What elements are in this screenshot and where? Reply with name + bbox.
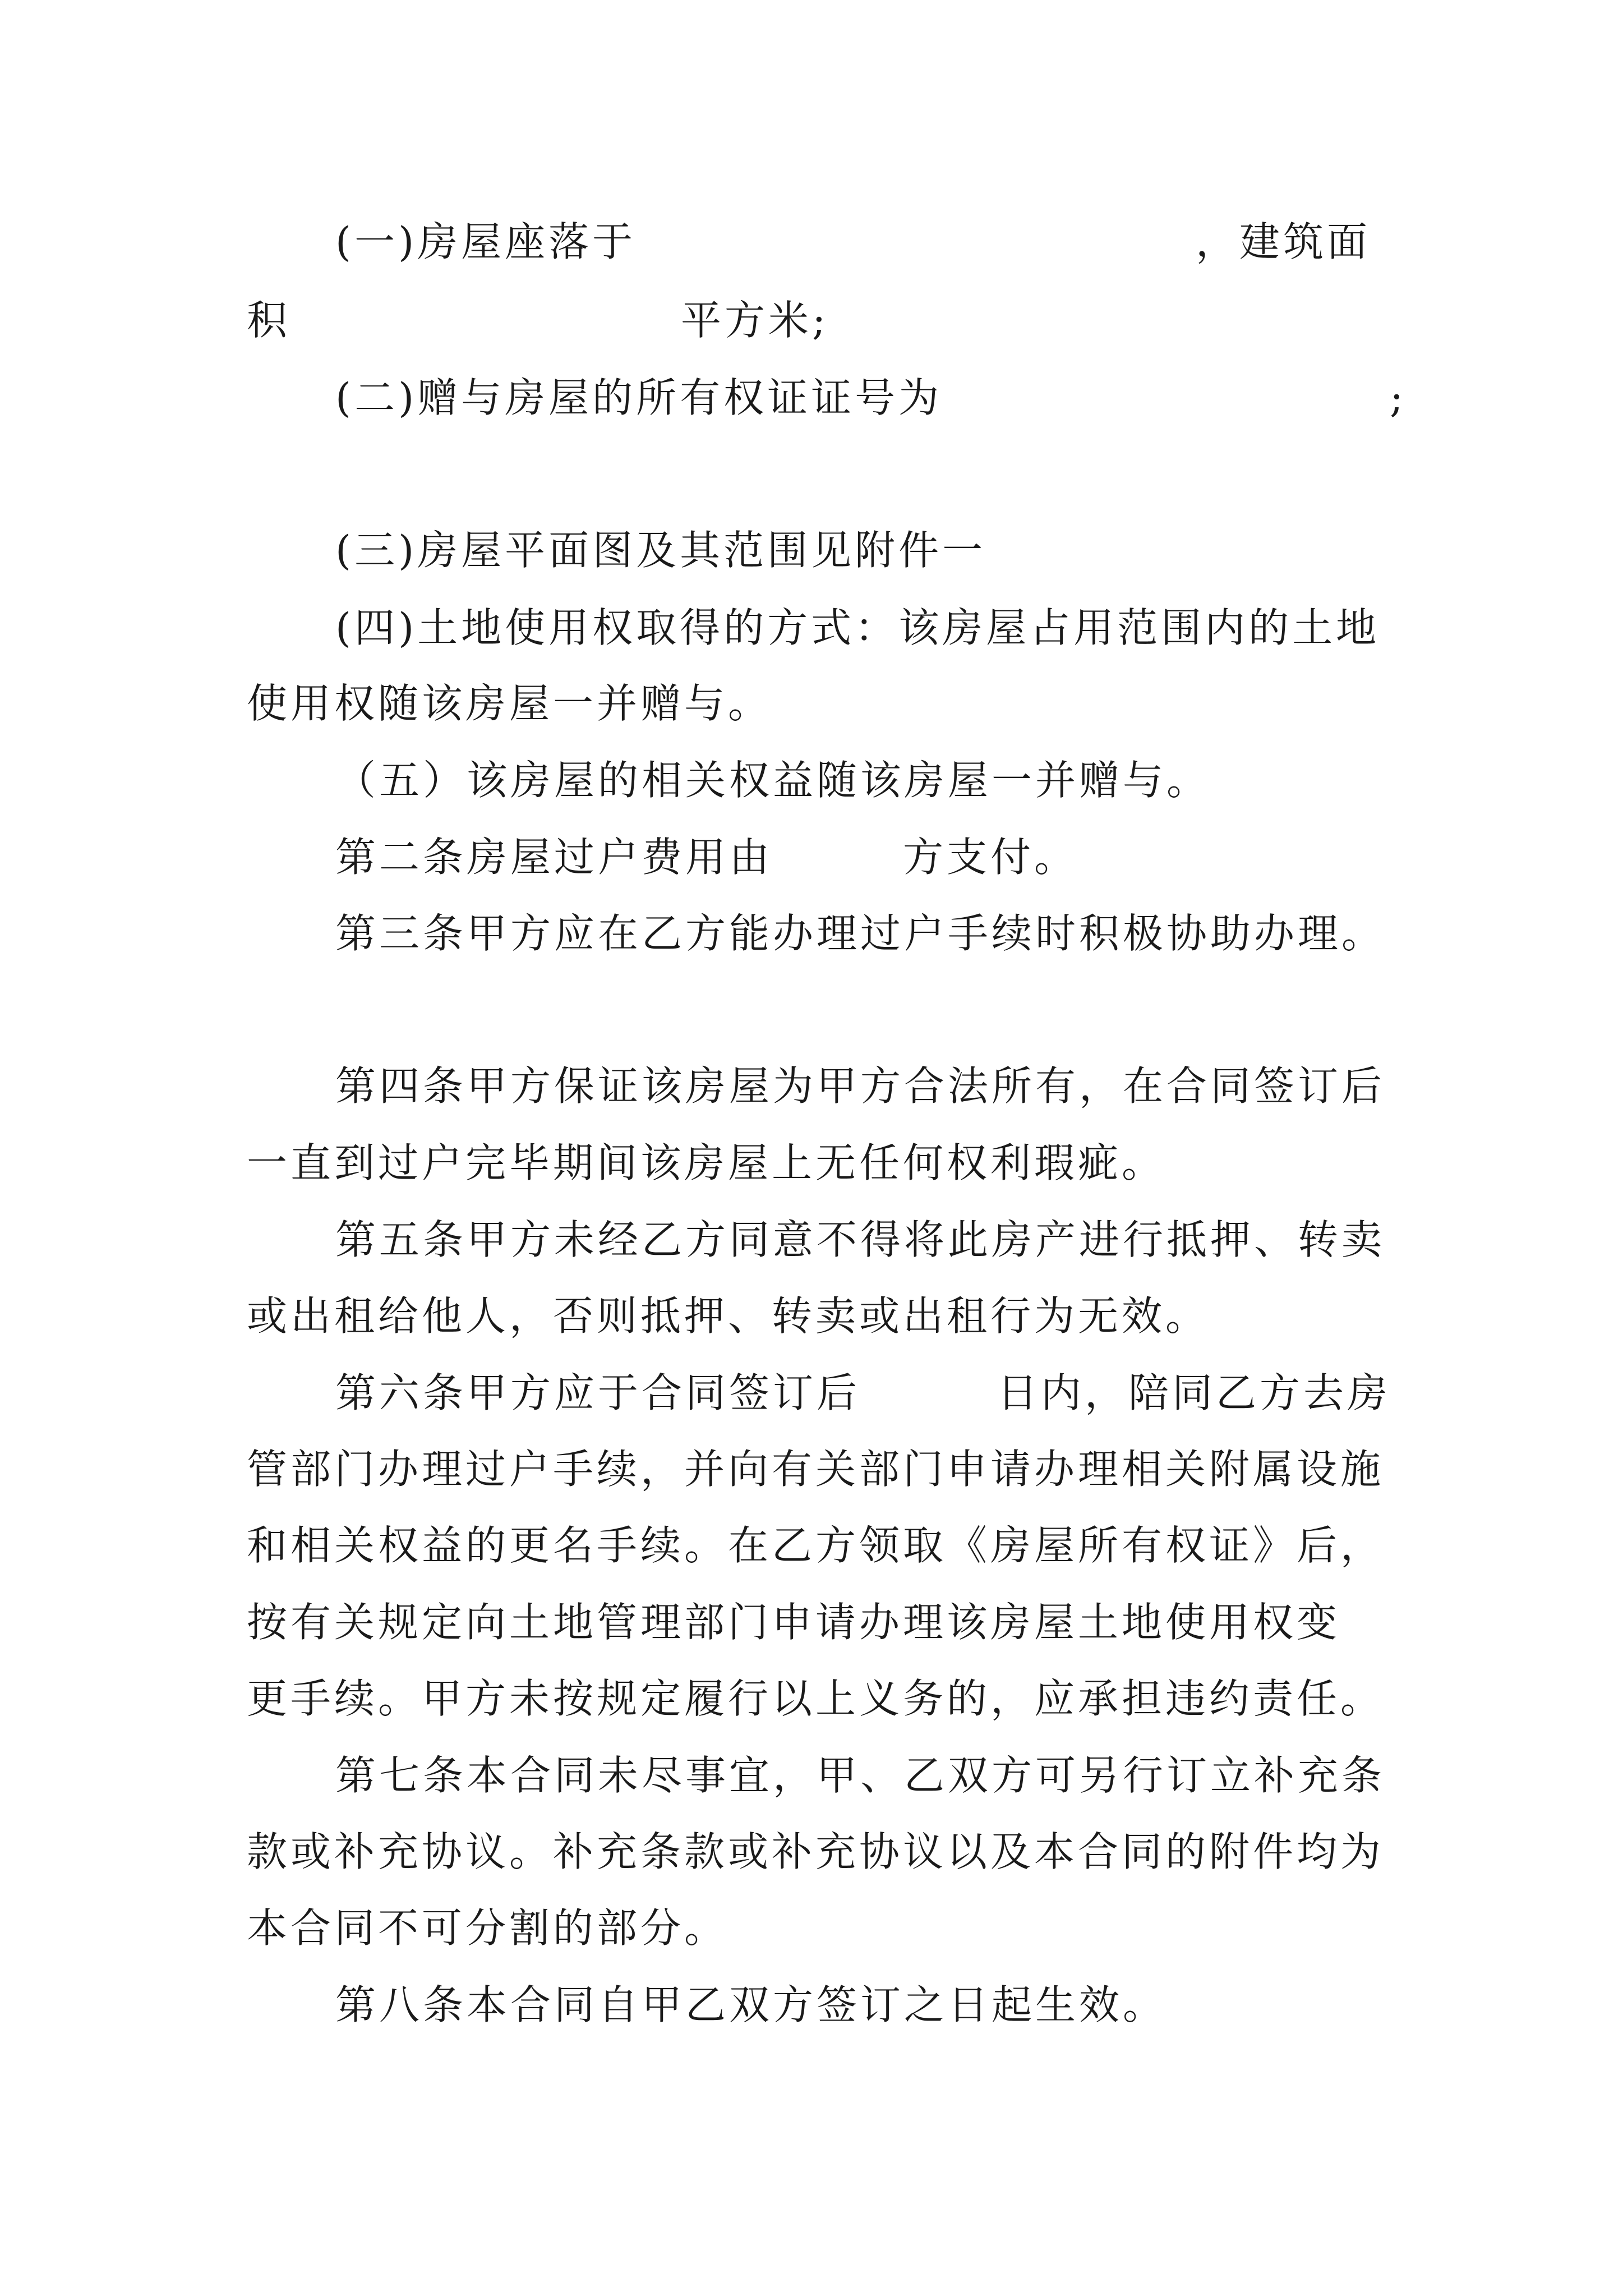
article-4-line-2 [247, 1139, 1166, 1186]
item-1-area-unit: 平方米; [681, 297, 829, 344]
item-1-line-2-start [247, 297, 291, 344]
item-5-text: （五）该房屋的相关权益随该房屋一并赠与。 [335, 757, 1211, 804]
article-7-line-3 [247, 1904, 728, 1952]
article-4-line-1 [335, 1062, 1386, 1110]
item-5-line [335, 757, 1211, 804]
article-2-line-end [903, 834, 1078, 881]
article-5-line-2 [247, 1292, 1210, 1340]
item-1-line-1 [335, 218, 637, 265]
article-6-text-1a: 第六条甲方应于合同签订后 [335, 1369, 861, 1416]
item-1-location-label: (一)房屋座落于 [335, 218, 637, 265]
article-6-line-5 [247, 1675, 1385, 1722]
item-1-area-char: 积 [247, 297, 291, 344]
article-5-text-2: 或出租给他人，否则抵押、转卖或出租行为无效。 [247, 1292, 1210, 1340]
item-3-text: (三)房屋平面图及其范围见附件一 [335, 527, 986, 574]
item-3-line [335, 527, 986, 574]
item-1-area-label [1196, 218, 1371, 265]
article-4-text-1: 第四条甲方保证该房屋为甲方合法所有，在合同签订后 [335, 1062, 1386, 1110]
article-3-line [335, 910, 1386, 957]
article-2-text-b: 方支付。 [903, 834, 1078, 881]
article-5-text-1: 第五条甲方未经乙方同意不得将此房产进行抵押、转卖 [335, 1216, 1386, 1263]
article-5-line-1 [335, 1216, 1386, 1263]
article-6-text-5: 更手续。甲方未按规定履行以上义务的，应承担违约责任。 [247, 1675, 1385, 1722]
article-7-text-3: 本合同不可分割的部分。 [247, 1904, 728, 1952]
article-7-text-2: 款或补充协议。补充条款或补充协议以及本合同的附件均为 [247, 1828, 1385, 1875]
article-8-text: 第八条本合同自甲乙双方签订之日起生效。 [335, 1981, 1167, 2028]
item-1-line-2-end [681, 297, 829, 344]
article-6-line-2 [247, 1446, 1385, 1493]
article-7-line-2 [247, 1828, 1385, 1875]
article-3-text: 第三条甲方应在乙方能办理过户手续时积极协助办理。 [335, 910, 1386, 957]
item-2-line [335, 374, 943, 421]
item-2-end [1390, 374, 1407, 421]
article-6-line-1 [335, 1369, 861, 1416]
article-6-text-4: 按有关规定向土地管理部门申请办理该房屋土地使用权变 [247, 1599, 1341, 1646]
article-4-text-2: 一直到过户完毕期间该房屋上无任何权利瑕疵。 [247, 1139, 1166, 1186]
article-7-text-1: 第七条本合同未尽事宜，甲、乙双方可另行订立补充条 [335, 1752, 1386, 1799]
article-2-line [335, 834, 773, 881]
article-6-line-1-end [997, 1369, 1391, 1416]
article-7-line-1 [335, 1752, 1386, 1799]
item-2-semicolon: ; [1390, 374, 1407, 421]
item-1-area-prefix: ，建筑面 [1196, 218, 1371, 265]
article-2-text-a: 第二条房屋过户费用由 [335, 834, 773, 881]
item-4-line-1 [335, 604, 1380, 651]
item-4-text-1: (四)土地使用权取得的方式：该房屋占用范围内的土地 [335, 604, 1380, 651]
article-6-line-4 [247, 1599, 1341, 1646]
article-6-text-2: 管部门办理过户手续，并向有关部门申请办理相关附属设施 [247, 1446, 1385, 1493]
article-8-line [335, 1981, 1167, 2028]
article-6-line-3 [247, 1522, 1385, 1569]
item-4-line-2 [247, 680, 772, 727]
article-6-text-3: 和相关权益的更名手续。在乙方领取《房屋所有权证》后， [247, 1522, 1385, 1569]
item-4-text-2: 使用权随该房屋一并赠与。 [247, 680, 772, 727]
article-6-text-1b: 日内，陪同乙方去房 [997, 1369, 1391, 1416]
item-2-certificate-label: (二)赠与房屋的所有权证证号为 [335, 374, 943, 421]
